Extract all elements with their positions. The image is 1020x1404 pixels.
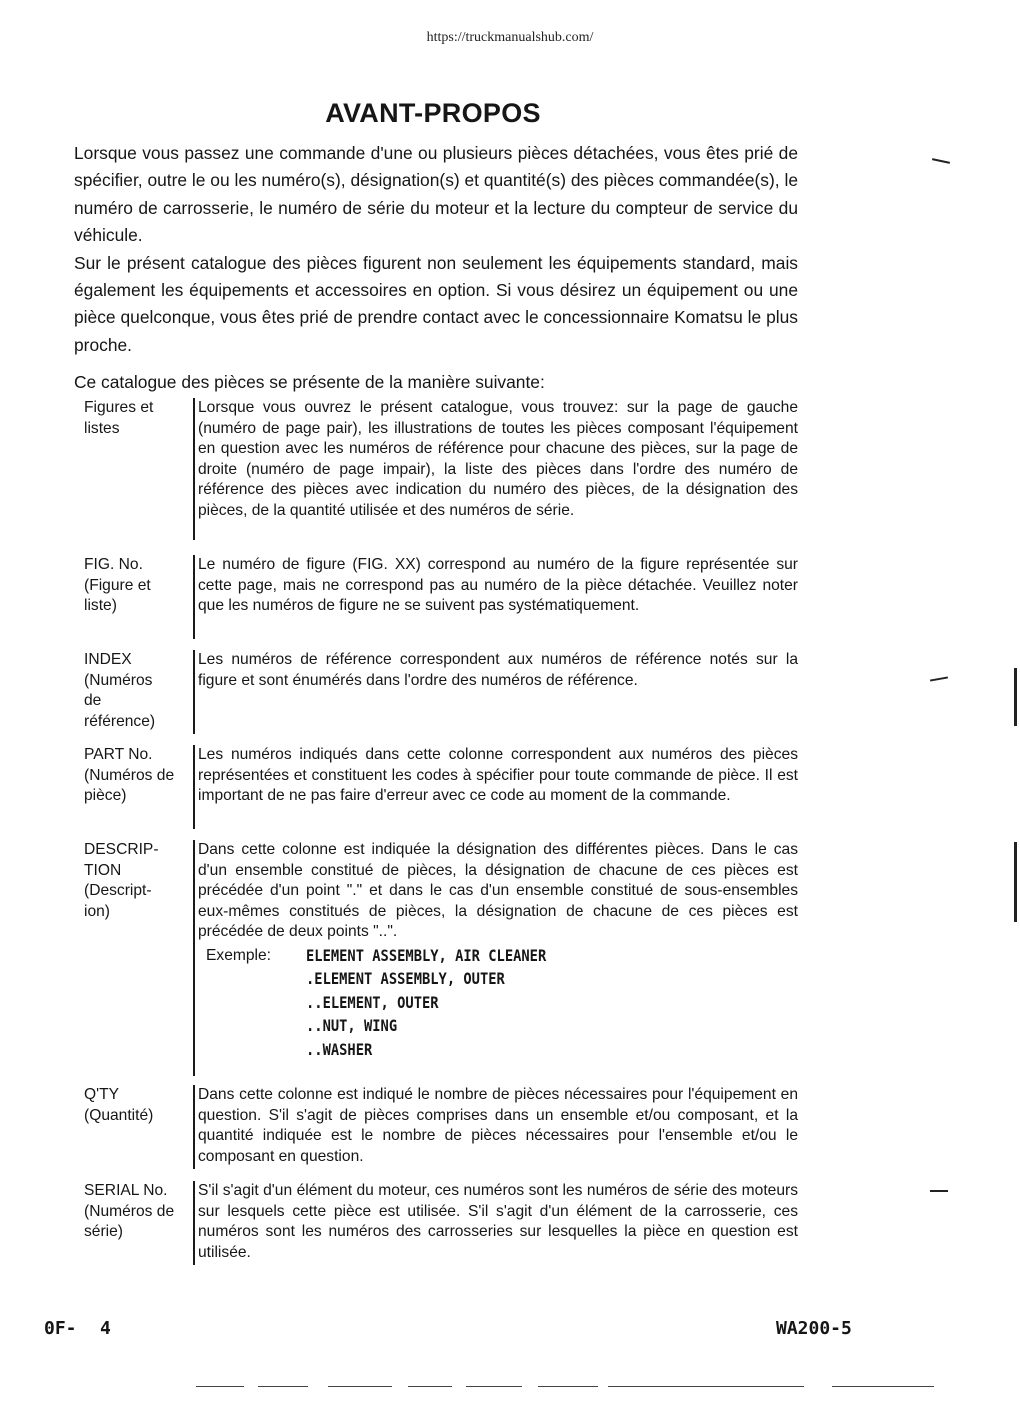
entry-label: PART No. (Numéros de pièce) [84, 746, 175, 805]
bottom-dash [832, 1386, 934, 1387]
entry-label: DESCRIP- TION (Descript- ion) [84, 841, 159, 920]
entry-label: Figures et listes [84, 399, 154, 437]
bottom-dash [608, 1386, 804, 1387]
example-line: ..NUT, WING [306, 1016, 398, 1036]
footer-section: 0F- [44, 1318, 77, 1339]
entry-description: Le numéro de figure (FIG. XX) correspond au numéro de la figure représentée sur cette page, mais ne correspond pas au numéro de la pièce détachée. Veuillez noter que les numéros de figure ne se suivent pas systématiquement. [193, 555, 798, 639]
margin-mark [930, 676, 948, 681]
entry-description: Les numéros de référence correspondent aux numéros de référence notés sur la figure et sont énumérés dans l'ordre des numéros de référence. [193, 650, 798, 734]
bottom-dash [408, 1386, 452, 1387]
intro-text [74, 140, 798, 359]
entry-description: Dans cette colonne est indiquée la désignation des différentes pièces. Dans le cas d'un ensemble constitué de pièces, la désignation de chacune de ces pièces est précédée d'un point "." et dans le cas d'un ensemble constitué de sous-ensembles eux-mêmes constitués de pièces, la désignation de chacune de ces pièces est précédée de deux points "..". Exemple: ELEMENT ASSEMBLY, AIR CLEANER .ELEMENT ASSEMBLY, OUTER ..ELEMENT, OUTER ..NUT, WING ..WASHER [193, 840, 798, 1076]
entry-description: Les numéros indiqués dans cette colonne correspondent aux numéros des pièces représentées et constituent les codes à spécifier pour toute commande de pièce. Il est important de ne pas faire d'erreur avec ce code au moment de la commande. [193, 745, 798, 829]
margin-mark [932, 158, 950, 164]
example-label: Exemple: [206, 946, 272, 964]
footer-model: WA200-5 [776, 1318, 852, 1339]
entry-description: S'il s'agit d'un élément du moteur, ces numéros sont les numéros de série des moteurs sur lesquels cette pièce est utilisée. S'il s'agit d'un élément de la carrosserie, ces numéros sont les numéros des carrosseries sur lesquelles la pièce en question est utilisée. [193, 1181, 798, 1265]
entry-label: FIG. No. (Figure et liste) [84, 556, 151, 615]
catalogue-lead: Ce catalogue des pièces se présente de la manière suivante: [74, 372, 545, 392]
example-line: .ELEMENT ASSEMBLY, OUTER [306, 969, 505, 989]
example-line: ..WASHER [306, 1039, 373, 1059]
margin-mark [930, 1190, 948, 1192]
page-title: AVANT-PROPOS [325, 98, 541, 128]
example-line: ..ELEMENT, OUTER [306, 992, 439, 1012]
margin-mark [1014, 668, 1017, 726]
intro-paragraph-1: Lorsque vous passez une commande d'une ou plusieurs pièces détachées, vous êtes prié de spécifier, outre le ou les numéro(s), désignation(s) et quantité(s) des pièces commandée(s), le numéro de carrosserie, le numéro de série du moteur et la lecture du compteur de service du véhicule. [74, 143, 798, 246]
entry-label: INDEX (Numéros de référence) [84, 651, 156, 730]
source-url: https://truckmanualshub.com/ [426, 30, 594, 45]
intro-paragraph-2: Sur le présent catalogue des pièces figurent non seulement les équipements standard, mais également les équipements et accessoires en option. Si vous désirez un équipement ou une pièce quelconque, vous êtes prié de prendre contact avec le concessionnaire Komatsu le plus proche. [74, 252, 798, 355]
example-line: ELEMENT ASSEMBLY, AIR CLEANER [306, 945, 547, 965]
bottom-dash [258, 1386, 308, 1387]
bottom-dash [196, 1386, 244, 1387]
entry-label: Q'TY (Quantité) [84, 1086, 154, 1124]
entry-label: SERIAL No. (Numéros de série) [84, 1182, 175, 1241]
bottom-dash [328, 1386, 392, 1387]
example-block [198, 944, 798, 1061]
entry-description: Lorsque vous ouvrez le présent catalogue, vous trouvez: sur la page de gauche (numéro de page pair), les illustrations de toutes les pièces composant l'équipement en question avec les numéros de référence pour chacune des pièces, sur la page de droite (numéro de page impair), la liste des pièces dans l'ordre des numéro de référence des pièces avec indication du numéro des pièces, de la désignation des pièces, de la quantité utilisée et des numéros de série. [193, 398, 798, 540]
bottom-dash [538, 1386, 598, 1387]
bottom-dash [466, 1386, 522, 1387]
margin-mark [1014, 842, 1017, 922]
entry-description: Dans cette colonne est indiqué le nombre de pièces nécessaires pour l'équipement en question. S'il s'agit de pièces comprises dans un ensemble et/ou composant, et la quantité indiquée est le nombre de pièces nécessaires pour l'ensemble et/ou le composant en question. [193, 1085, 798, 1169]
footer-page-number: 4 [100, 1318, 111, 1339]
